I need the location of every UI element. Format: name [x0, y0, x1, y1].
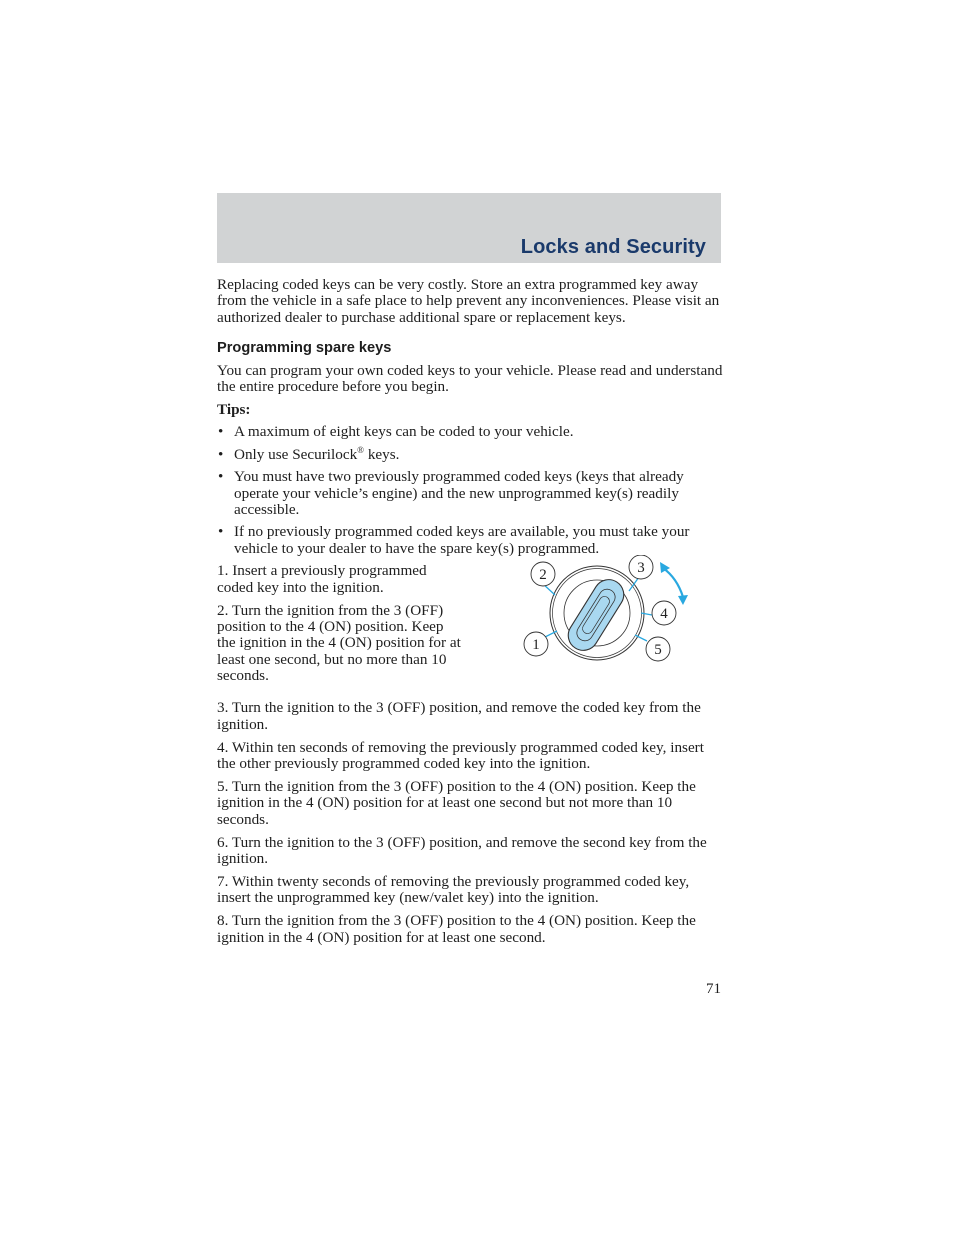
- page-number: 71: [706, 981, 721, 997]
- callout-3: [629, 555, 653, 579]
- tip-text: Only use Securilock: [234, 445, 358, 463]
- page-content: [217, 277, 723, 952]
- tip-item: [217, 524, 723, 557]
- callout-label: 5: [654, 642, 662, 659]
- tip-text: If no previously programmed coded keys are available, you must take your vehicle to your dealer to have the spare key(s) programmed.: [234, 523, 690, 557]
- callout-1: [524, 632, 548, 656]
- tip-item: [217, 469, 723, 518]
- callout-label: 4: [660, 606, 668, 623]
- tips-label: Tips:: [217, 400, 251, 418]
- intro-paragraph: Replacing coded keys can be very costly. Store an extra programmed key away from the vehicle in a safe place to help prevent any inconveniences. Please visit an authorized dealer to purchase additional spare or replacement keys.: [217, 276, 720, 326]
- callout-label: 3: [637, 560, 645, 577]
- ignition-diagram: [517, 555, 697, 675]
- tips-list: [217, 424, 723, 557]
- tip-text-suffix: keys.: [364, 445, 400, 463]
- step-6: 6. Turn the ignition to the 3 (OFF) position, and remove the second key from the ignition.: [217, 833, 707, 867]
- tip-text: A maximum of eight keys can be coded to your vehicle.: [234, 423, 574, 441]
- callout-label: 2: [539, 567, 547, 584]
- step-3: 3. Turn the ignition to the 3 (OFF) position, and remove the coded key from the ignition.: [217, 699, 701, 733]
- step-5: 5. Turn the ignition from the 3 (OFF) position to the 4 (ON) position. Keep the ignition in the 4 (ON) position for at least one second but not more than 10 seconds.: [217, 777, 696, 828]
- callout-2: [531, 562, 555, 586]
- callout-4: [652, 601, 676, 625]
- step-1: 1. Insert a previously programmed coded key into the ignition.: [217, 562, 427, 596]
- rotation-arrow: [663, 568, 683, 597]
- steps-left-column: [217, 563, 462, 691]
- callout-label: 1: [532, 637, 540, 654]
- step-2: 2. Turn the ignition from the 3 (OFF) position to the 4 (ON) position. Keep the ignition in the 4 (ON) position for at least one second, but no more than 10 seconds.: [217, 601, 461, 685]
- section-header-bar: [217, 193, 721, 263]
- steps-continued: [217, 700, 723, 946]
- step-7: 7. Within twenty seconds of removing the previously programmed coded key, insert the unprogrammed key (new/valet key) into the ignition.: [217, 872, 690, 907]
- lead-paragraph: You can program your own coded keys to your vehicle. Please read and understand the entire procedure before you begin.: [217, 361, 723, 396]
- section-title: Locks and Security: [520, 236, 706, 258]
- step-8: 8. Turn the ignition from the 3 (OFF) position to the 4 (ON) position. Keep the ignition in the 4 (ON) position for at least one second.: [217, 912, 696, 946]
- rotation-arrowhead-bottom: [678, 595, 688, 605]
- tip-text: You must have two previously programmed coded keys (keys that already operate your vehicle’s engine) and the new unprogrammed key(s) readily accessible.: [234, 468, 684, 518]
- tip-item: [217, 424, 723, 440]
- tip-item: [217, 444, 723, 463]
- registered-mark: ®: [357, 444, 365, 455]
- subsection-heading: Programming spare keys: [217, 340, 392, 357]
- callout-5: [646, 637, 670, 661]
- steps-with-figure: [217, 560, 723, 698]
- step-4: 4. Within ten seconds of removing the previously programmed coded key, insert the other previously programmed coded key into the ignition.: [217, 738, 704, 772]
